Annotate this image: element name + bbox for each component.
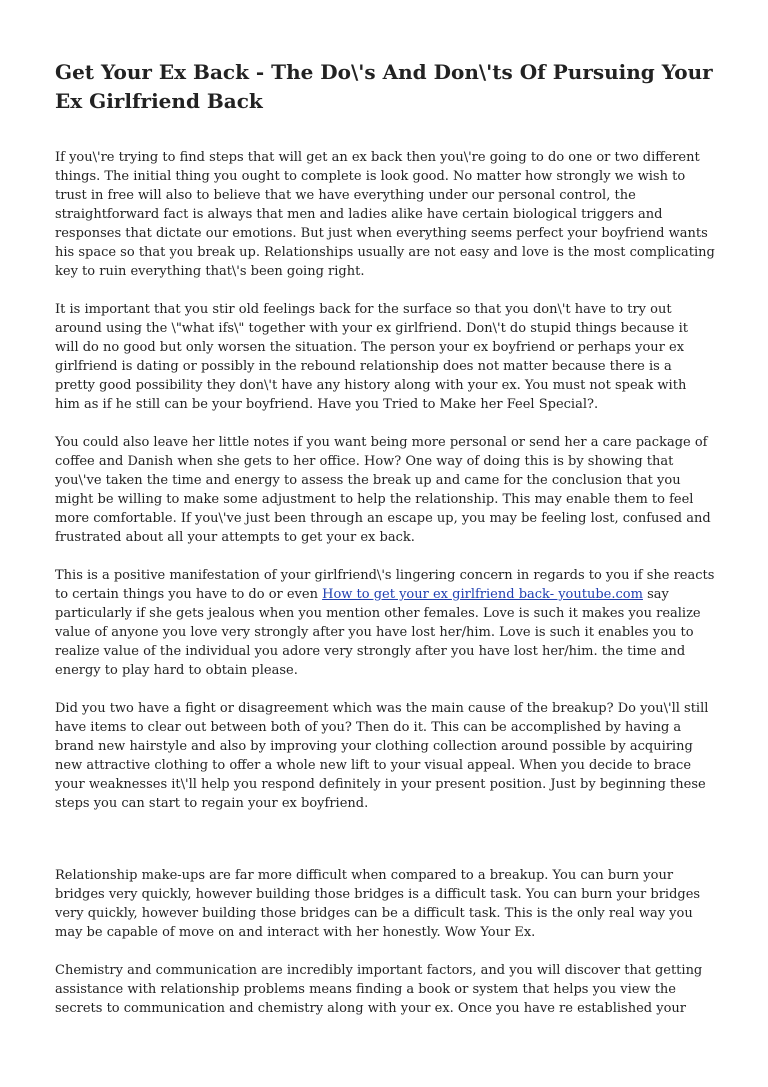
document-page — [55, 58, 715, 1018]
paragraph-4 — [55, 566, 715, 680]
paragraph-7: Chemistry and communication are incredibly important factors, and you will discover that getting assistance with relationship problems means finding a book or system that helps you view the secrets to communication and chemistry along with your ex. Once you have re established your — [55, 963, 703, 1016]
paragraph-4-text-before: This is a positive manifestation of your girlfriend\'s lingering concern in regards to you if she reacts to certain things you have to do or even — [55, 568, 715, 602]
paragraph-4-text-after: say particularly if she gets jealous when you mention other females. Love is such it makes you realize value of anyone you love very strongly after you have lost her/him. Love is such it enables you to realize value of the individual you adore very strongly after you have lost her/him. the time and energy to play hard to obtain please. — [55, 587, 701, 678]
paragraph-1: If you\'re trying to find steps that will get an ex back then you\'re going to do one or two different things. The initial thing you ought to complete is look good. No matter how strongly we wish to trust in free will also to believe that we have everything under our personal control, the straightforward fact is always that men and ladies alike have certain biological triggers and responses that dictate our emotions. But just when everything seems perfect your boyfriend wants his space so that you break up. Relationships usually are not easy and love is the most complicating key to ruin everything that\'s been going right. — [55, 150, 715, 279]
paragraph-2: It is important that you stir old feelings back for the surface so that you don\'t have to try out around using the \"what ifs\" together with your ex girlfriend. Don\'t do stupid things because it will do no good but only worsen the situation. The person your ex boyfriend or perhaps your ex girlfriend is dating or possibly in the rebound relationship does not matter because there is a pretty good possibility they don\'t have any history along with your ex. You must not speak with him as if he still can be your boyfriend. Have you Tried to Make her Feel Special?. — [55, 302, 688, 412]
paragraph-6: Relationship make-ups are far more difficult when compared to a breakup. You can burn your bridges very quickly, however building those bridges is a difficult task. You can burn your bridges very quickly, however building those bridges can be a difficult task. This is the only real way you may be capable of move on and interact with her honestly. Wow Your Ex. — [55, 868, 701, 940]
document-title: Get Your Ex Back - The Do\'s And Don\'ts Of Pursuing Your Ex Girlfriend Back — [55, 60, 713, 113]
paragraph-3: You could also leave her little notes if you want being more personal or send her a care package of coffee and Danish when she gets to her office. How? One way of doing this is by showing that you\'ve taken the time and energy to assess the break up and came for the conclusion that you might be willing to make some adjustment to help the relationship. This may enable them to feel more comfortable. If you\'ve just been through an escape up, you may be feeling lost, confused and frustrated about all your attempts to get your ex back. — [55, 435, 711, 545]
paragraph-5: Did you two have a fight or disagreement which was the main cause of the breakup? Do you\'ll still have items to clear out between both of you? Then do it. This can be accomplished by having a brand new hairstyle and also by improving your clothing collection around possible by acquiring new attractive clothing to offer a whole new lift to your visual appeal. When you decide to brace your weaknesses it\'ll help you respond definitely in your present position. Just by beginning these steps you can start to regain your ex boyfriend. — [55, 701, 709, 811]
youtube-link[interactable]: How to get your ex girlfriend back- youtube.com — [322, 587, 643, 602]
